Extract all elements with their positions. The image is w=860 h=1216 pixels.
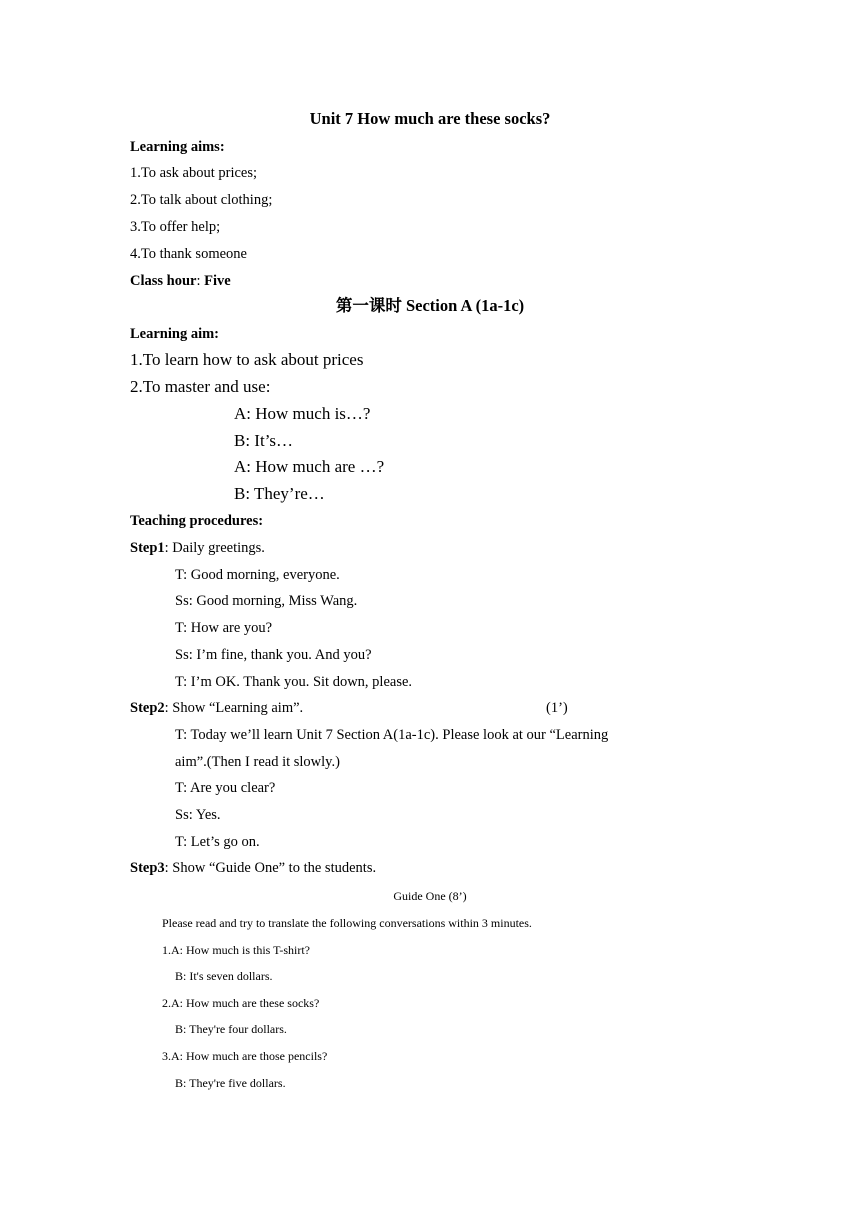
dialogue-line: T: Are you clear?: [175, 780, 276, 796]
dialogue-line: T: Let’s go on.: [175, 834, 260, 850]
step1-text: : Daily greetings.: [164, 540, 265, 556]
pattern-line: B: They’re…: [234, 484, 325, 503]
step3-label: Step3: [130, 860, 165, 876]
conversation-line: 3.A: How much are those pencils?: [162, 1049, 328, 1063]
class-hour-label: Class hour: [130, 273, 197, 289]
dialogue-line: T: Today we’ll learn Unit 7 Section A(1a-1c). Please look at our “Learning: [175, 727, 609, 743]
learning-aims-item: 1.To ask about prices;: [130, 165, 258, 181]
step1: [130, 539, 265, 557]
dialogue-line: Ss: Good morning, Miss Wang.: [175, 593, 358, 609]
step3: [130, 859, 376, 877]
learning-aims-item: 3.To offer help;: [130, 219, 221, 235]
step1-label: Step1: [130, 540, 165, 556]
step3-text: : Show “Guide One” to the students.: [164, 860, 377, 876]
dialogue-line: Ss: Yes.: [175, 807, 221, 823]
guide-one-title: Guide One (8’): [393, 889, 467, 903]
class-hour: [130, 272, 231, 290]
conversation-line: B: They're four dollars.: [175, 1022, 287, 1036]
teaching-procedures-heading: Teaching procedures:: [130, 513, 264, 529]
learning-aims-item: 2.To talk about clothing;: [130, 192, 273, 208]
dialogue-line: aim”.(Then I read it slowly.): [175, 754, 340, 770]
dialogue-line: Ss: I’m fine, thank you. And you?: [175, 647, 372, 663]
learning-aims-heading: Learning aims:: [130, 139, 225, 155]
conversation-line: 2.A: How much are these socks?: [162, 996, 320, 1010]
dialogue-line: T: I’m OK. Thank you. Sit down, please.: [175, 674, 413, 690]
class-hour-value: Five: [204, 273, 231, 289]
conversation-line: 1.A: How much is this T-shirt?: [162, 943, 311, 957]
class-hour-separator: :: [196, 273, 205, 289]
learning-aim-item: 2.To master and use:: [130, 377, 271, 396]
step2: [130, 699, 303, 717]
guide-one-instruction: Please read and try to translate the following conversations within 3 minutes.: [162, 916, 532, 930]
learning-aim-item: 1.To learn how to ask about prices: [130, 350, 364, 369]
dialogue-line: T: How are you?: [175, 620, 273, 636]
pattern-line: A: How much are …?: [234, 457, 385, 476]
step2-text: : Show “Learning aim”.: [164, 700, 304, 716]
page-title: Unit 7 How much are these socks?: [309, 109, 551, 128]
conversation-line: B: It's seven dollars.: [175, 969, 273, 983]
step2-label: Step2: [130, 700, 165, 716]
lesson-title: 第一课时 Section A (1a-1c): [335, 296, 525, 315]
learning-aim-heading: Learning aim:: [130, 326, 220, 342]
learning-aims-item: 4.To thank someone: [130, 246, 247, 262]
pattern-line: A: How much is…?: [234, 404, 371, 423]
step2-time: (1’): [546, 700, 568, 716]
pattern-line: B: It’s…: [234, 431, 294, 450]
dialogue-line: T: Good morning, everyone.: [175, 567, 340, 583]
conversation-line: B: They're five dollars.: [175, 1076, 286, 1090]
